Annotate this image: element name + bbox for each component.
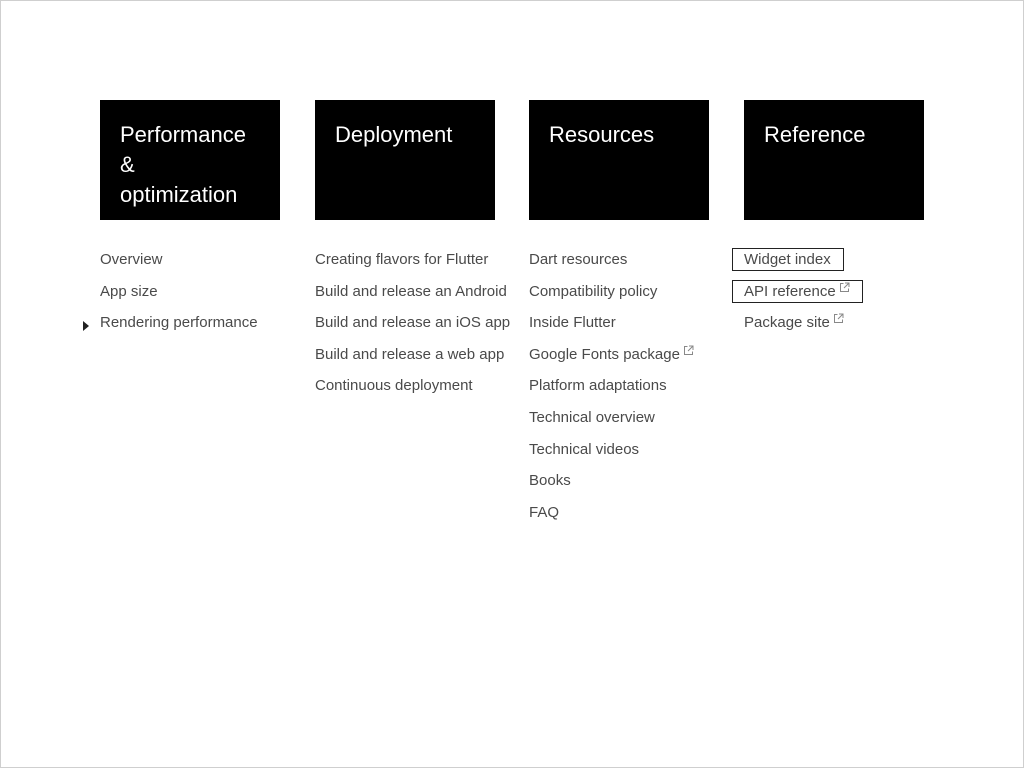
- external-link-icon: [839, 282, 850, 293]
- link-platform-adaptations[interactable]: Platform adaptations: [529, 377, 667, 395]
- section-header-reference[interactable]: [744, 100, 924, 220]
- nav-column-reference: [744, 100, 924, 332]
- link-build-ios[interactable]: Build and release an iOS app: [315, 314, 511, 332]
- section-header-deployment[interactable]: [315, 100, 495, 220]
- section-header-resources[interactable]: [529, 100, 709, 220]
- link-books[interactable]: Books: [529, 472, 571, 490]
- link-list: [529, 246, 709, 530]
- section-header-performance[interactable]: [100, 100, 280, 220]
- link-dart-resources[interactable]: Dart resources: [529, 251, 628, 268]
- link-continuous-deployment[interactable]: Continuous deployment: [315, 377, 473, 395]
- section-title: Reference: [764, 122, 866, 147]
- link-faq[interactable]: FAQ: [529, 503, 560, 521]
- link-creating-flavors[interactable]: Creating flavors for Flutter: [315, 251, 489, 268]
- nav-column-performance: [100, 100, 280, 332]
- link-list: [100, 246, 280, 341]
- external-link-icon: [833, 313, 844, 324]
- nav-column-deployment: [315, 100, 511, 395]
- link-build-web[interactable]: Build and release a web app: [315, 345, 505, 363]
- link-google-fonts-package[interactable]: Google Fonts package: [529, 341, 709, 373]
- section-title: Performance & optimization: [120, 122, 246, 207]
- link-rendering-performance[interactable]: Rendering performance: [100, 309, 280, 341]
- link-overview[interactable]: Overview: [100, 251, 163, 268]
- link-app-size[interactable]: App size: [100, 282, 158, 300]
- nav-column-resources: [529, 100, 709, 521]
- link-widget-index[interactable]: Widget index: [744, 246, 924, 278]
- link-inside-flutter[interactable]: Inside Flutter: [529, 314, 616, 332]
- link-compatibility-policy[interactable]: Compatibility policy: [529, 282, 658, 300]
- link-list: [315, 246, 511, 404]
- link-list: [744, 246, 924, 341]
- link-build-android[interactable]: Build and release an Android: [315, 282, 507, 300]
- link-technical-videos[interactable]: Technical videos: [529, 440, 640, 458]
- section-title: Deployment: [335, 122, 453, 147]
- link-package-site[interactable]: Package site: [744, 309, 924, 341]
- caret-right-icon: [83, 321, 89, 331]
- external-link-icon: [683, 345, 694, 356]
- link-api-reference[interactable]: API reference: [744, 278, 924, 310]
- section-title: Resources: [549, 122, 655, 147]
- link-technical-overview[interactable]: Technical overview: [529, 408, 655, 426]
